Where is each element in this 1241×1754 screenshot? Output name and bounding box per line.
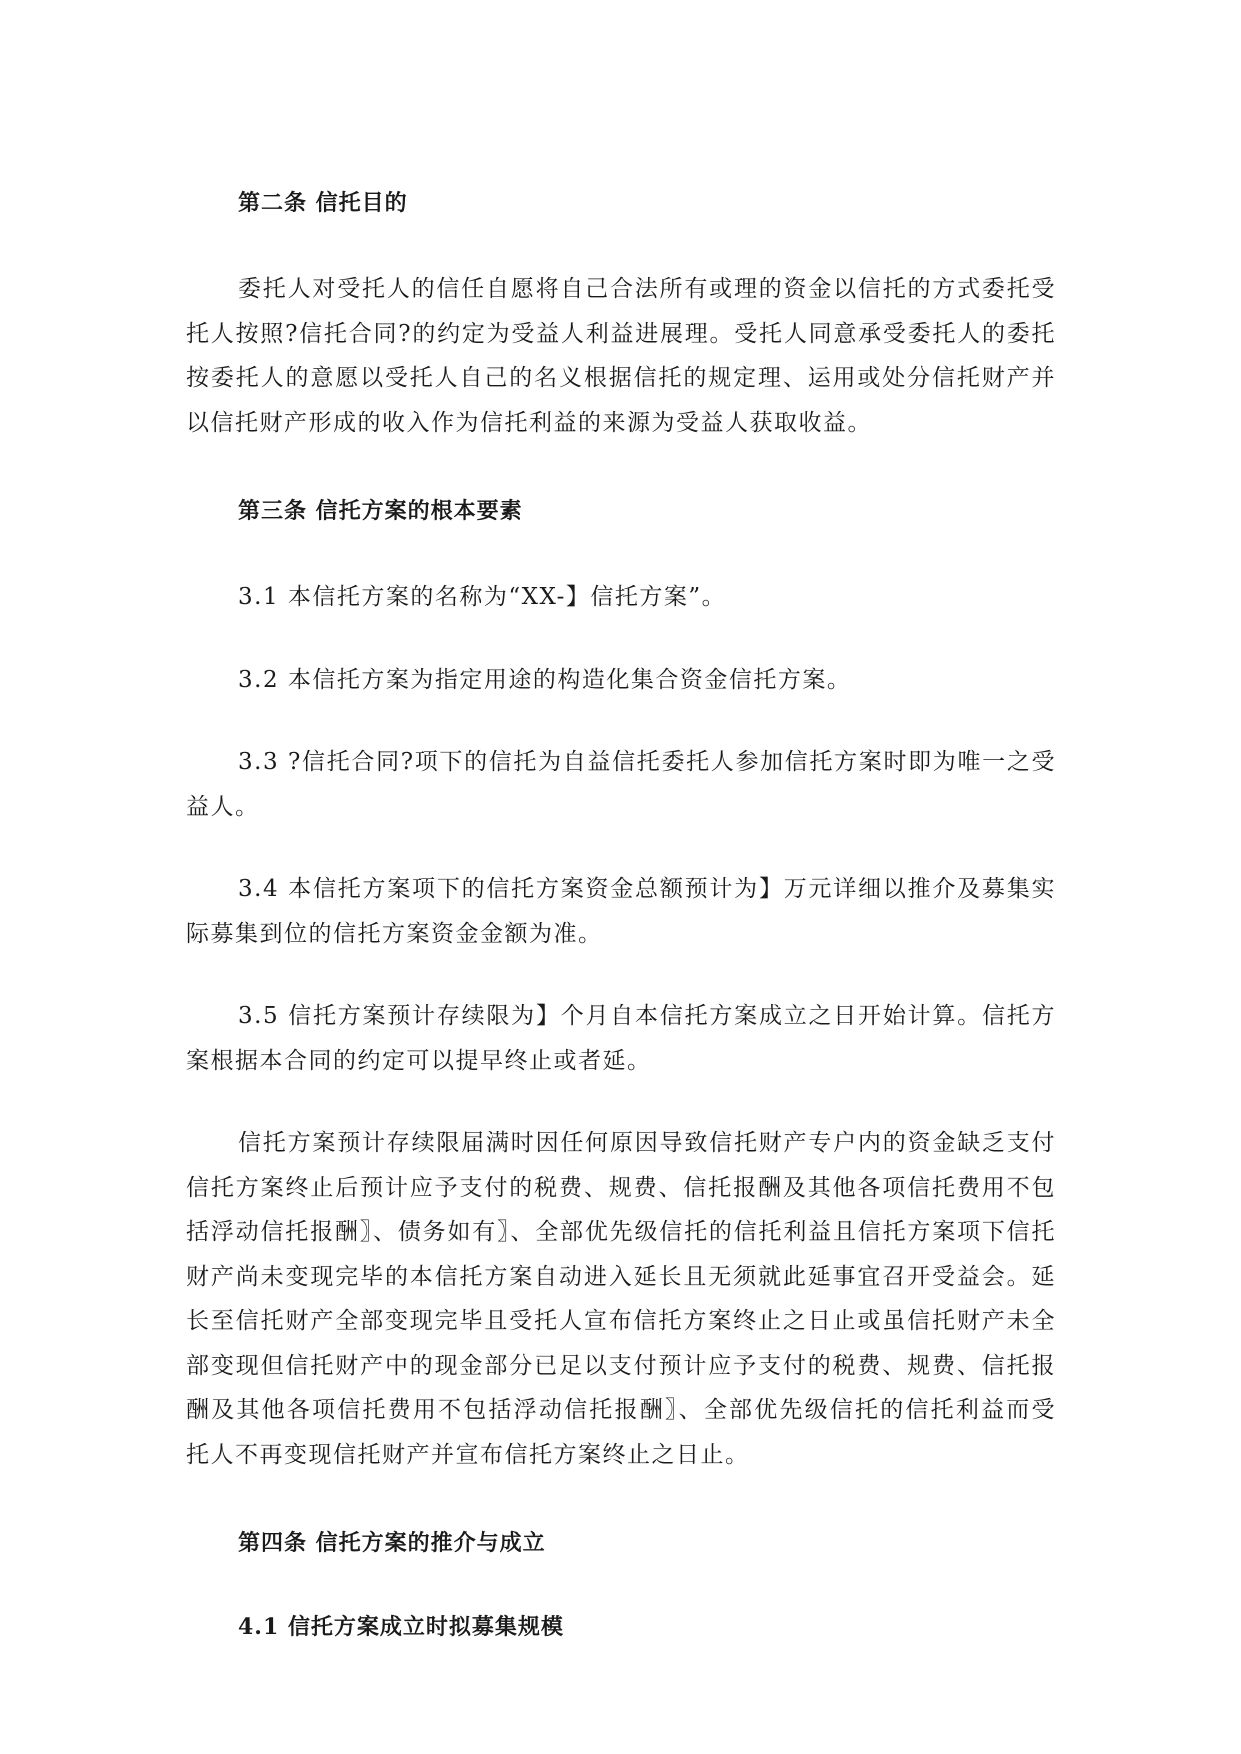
section-heading-article-3: 第三条 信托方案的根本要素 — [238, 498, 523, 524]
section-heading-article-2: 第二条 信托目的 — [238, 190, 408, 216]
paragraph-3-3: 3.3 ?信托合同?项下的信托为自益信托委托人参加信托方案时即为唯一之受益人。 — [186, 749, 1056, 820]
paragraph-3-2: 3.2 本信托方案为指定用途的构造化集合资金信托方案。 — [238, 666, 852, 693]
section-heading-article-4: 第四条 信托方案的推介与成立 — [238, 1530, 546, 1556]
paragraph: 委托人对受托人的信任自愿将自己合法所有或理的资金以信托的方式委托受托人按照?信托合同?的约定为受益人利益进展理。受托人同意承受委托人的委托按委托人的意愿以受托人自己的名义根据信托的规定理、运用或处分信托财产并以信托财产形成的收入作为信托利益的来源为受益人获取收益。 — [186, 276, 1056, 436]
paragraph-3-4: 3.4 本信托方案项下的信托方案资金总额预计为】万元详细以推介及募集实际募集到位的信托方案资金金额为准。 — [186, 876, 1056, 947]
paragraph-3-5: 3.5 信托方案预计存续限为】个月自本信托方案成立之日开始计算。信托方案根据本合同的约定可以提早终止或者延。 — [186, 1003, 1056, 1074]
paragraph-3-1: 3.1 本信托方案的名称为“XX-】信托方案”。 — [238, 584, 727, 610]
subsection-heading-4-1: 4.1 信托方案成立时拟募集规模 — [238, 1614, 564, 1640]
document-body — [186, 183, 1056, 1647]
paragraph-term-extension: 信托方案预计存续限届满时因任何原因导致信托财产专户内的资金缺乏支付信托方案终止后预计应予支付的税费、规费、信托报酬及其他各项信托费用不包括浮动信托报酬〗、债务如有〗、全部优先级信托的信托利益且信托方案项下信托财产尚未变现完毕的本信托方案自动进入延长且无须就此延事宜召开受益会。延长至信托财产全部变现完毕且受托人宣布信托方案终止之日止或虽信托财产未全部变现但信托财产中的现金部分已足以支付预计应予支付的税费、规费、信托报酬及其他各项信托费用不包括浮动信托报酬〗、全部优先级信托的信托利益而受托人不再变现信托财产并宣布信托方案终止之日止。 — [186, 1130, 1056, 1468]
